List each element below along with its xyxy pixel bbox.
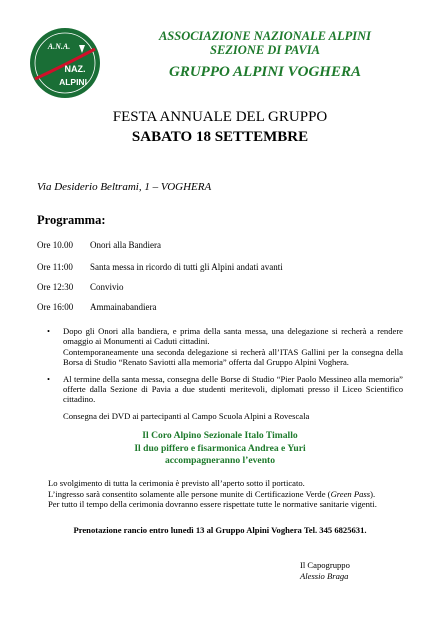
- program-notes: [37, 326, 403, 421]
- bullet-icon: •: [47, 326, 51, 336]
- dvd-note: Consegna dei DVD ai partecipanti al Campo Scuola Alpini a Rovescala: [63, 410, 310, 421]
- program-event: Santa messa in ricordo di tutti gli Alpini andati avanti: [90, 262, 283, 272]
- event-address: Via Desiderio Beltrami, 1 – VOGHERA: [37, 181, 212, 193]
- note-text: L’ingresso sarà consentito solamente alle persone munite di Certificazione Verde (: [48, 488, 331, 499]
- ana-logo: [29, 27, 101, 99]
- group-name: GRUPPO ALPINI VOGHERA: [169, 64, 361, 80]
- bullet-text: Dopo gli Onori alla bandiera, e prima della santa messa, una delegazione si recherà a rendere omaggio ai Monumenti ai Caduti cittadini.: [63, 326, 403, 347]
- program-time: Ore 16:00: [37, 302, 74, 312]
- logo-text-bottom: ALPINI: [59, 77, 87, 87]
- signature-block: [300, 560, 350, 582]
- association-name: ASSOCIAZIONE NAZIONALE ALPINI: [158, 29, 372, 43]
- bullet-text: Contemporaneamente una seconda delegazione si recherà all’ITAS Gallini per la consegna della Borsa di Studio “Renato Saviotti alla memoria” offerta dal Gruppo Alpini Voghera.: [63, 346, 403, 368]
- program-time: Ore 11:00: [37, 262, 73, 272]
- logo-text-mid: NAZ.: [64, 64, 86, 74]
- note-line: Lo svolgimento di tutta la cerimonia è previsto all’aperto sotto il porticato.: [48, 478, 305, 488]
- list-item: [37, 374, 403, 405]
- reservation-info: Prenotazione rancio entro lunedì 13 al Gruppo Alpini Voghera Tel. 345 6825631.: [73, 525, 367, 535]
- program-event: Ammainabandiera: [90, 302, 157, 312]
- program-time: Ore 10.00: [37, 240, 73, 250]
- note-line: [48, 489, 403, 500]
- note-line: Per tutto il tempo della cerimonia dovranno essere rispettate tutte le normative sanitarie vigenti.: [48, 499, 377, 510]
- event-title: FESTA ANNUALE DEL GRUPPO: [112, 109, 328, 125]
- program-event: Onori alla Bandiera: [90, 240, 161, 250]
- choir-line: Il Coro Alpino Sezionale Italo Timallo: [142, 430, 298, 441]
- logo-text-top: A.N.A.: [47, 42, 71, 51]
- event-date: SABATO 18 SETTEMBRE: [131, 129, 309, 145]
- programma-heading: Programma:: [37, 213, 106, 227]
- bullet-icon: •: [47, 373, 51, 384]
- program-event: Convivio: [90, 282, 124, 292]
- signature-role: Il Capogruppo: [300, 560, 350, 570]
- duo-line: Il duo piffero e fisarmonica Andrea e Yuri: [134, 442, 306, 454]
- list-item: [37, 326, 403, 368]
- bullet-text: Al termine della santa messa, consegna delle Borse di Studio “Pier Paolo Messineo alla memoria” offerte dalla Sezione di Pavia a due studenti meritevoli, diplomati presso il Liceo Scientifico cittadino.: [63, 373, 403, 405]
- program-time: Ore 12:30: [37, 282, 74, 292]
- green-pass-text: Green Pass: [330, 488, 371, 499]
- section-name: SEZIONE DI PAVIA: [210, 43, 320, 57]
- accompany-line: accompagneranno l’evento: [164, 455, 276, 467]
- health-notes: [48, 478, 403, 510]
- music-announcement: [0, 430, 440, 468]
- note-text: ).: [370, 488, 376, 499]
- signature-name: Alessio Braga: [300, 571, 349, 581]
